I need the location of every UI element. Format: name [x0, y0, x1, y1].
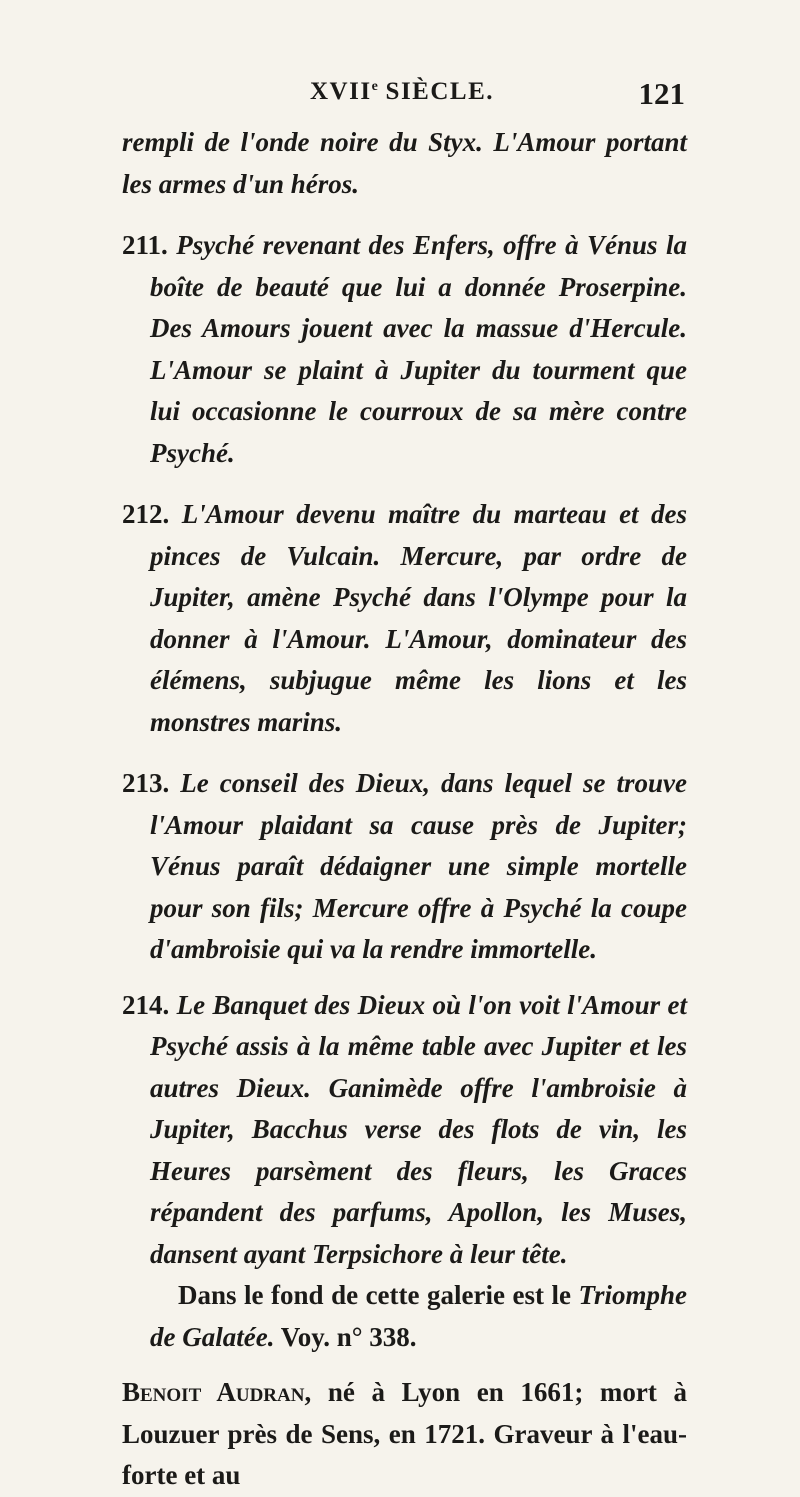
biography-text: , né à Lyon en 1661; mort à Louzuer près de Sens, en 1721. Graveur à l'eau-forte et au: [122, 1377, 687, 1490]
running-head: [120, 78, 685, 114]
catalog-entry-213: [122, 763, 687, 971]
entry-number: 214.: [122, 989, 170, 1020]
century-superscript: e: [371, 79, 378, 94]
page-number: 121: [638, 76, 685, 111]
note-title: Triomphe de Galatée.: [150, 1280, 687, 1352]
entry-number: 212.: [122, 499, 170, 529]
century-suffix: SIÈCLE.: [377, 78, 495, 105]
entry-text: Le Banquet des Dieux où l'on voit l'Amour et Psyché assis à la même table avec Jupiter et les autres Dieux. Ganimède offre l'ambroisie à Jupiter, Bacchus verse des flots de vin, les Heures parsèment des fleurs, les Graces répandent des parfums, Apollon, les Muses, dansent ayant Terpsichore à leur tête.: [150, 989, 687, 1269]
entry-text: Le conseil des Dieux, dans lequel se trouve l'Amour plaidant sa cause près de Jupiter; Vénus paraît dédaigner une simple mortelle pour son fils; Mercure offre à Psyché la coupe d'ambroisie qui va la rendre immortelle.: [150, 768, 687, 964]
entry-number: 211.: [122, 230, 168, 260]
note-text: Dans le fond de cette galerie est le: [178, 1280, 579, 1310]
entry-text: Psyché revenant des Enfers, offre à Vénus la boîte de beauté que lui a donnée Proserpine. Des Amours jouent avec la massue d'Hercule. L'Amour se plaint à Jupiter du tourment que lui occasionne le courroux de sa mère contre Psyché.: [150, 230, 687, 468]
running-title: [310, 78, 494, 106]
body-text: [122, 122, 687, 1497]
catalog-entry-211: [122, 225, 687, 474]
century-numeral: XVII: [310, 78, 372, 105]
catalog-entry-212: [122, 494, 687, 743]
gallery-note: [122, 1275, 687, 1358]
note-reference: Voy. n° 338.: [274, 1321, 417, 1352]
entry-text: L'Amour devenu maître du marteau et des pinces de Vulcain. Mercure, par ordre de Jupiter, amène Psyché dans l'Olympe pour la donner à l'Amour. L'Amour, dominateur des élémens, subjugue même les lions et les monstres marins.: [150, 499, 688, 737]
entry-text: rempli de l'onde noire du Styx. L'Amour portant les armes d'un héros.: [122, 127, 687, 199]
entry-number: 213.: [122, 768, 170, 798]
artist-biography: [122, 1372, 687, 1497]
artist-name: Benoit Audran: [122, 1377, 305, 1407]
catalog-entry-214: [122, 985, 687, 1276]
entry-continuation: [122, 122, 687, 205]
